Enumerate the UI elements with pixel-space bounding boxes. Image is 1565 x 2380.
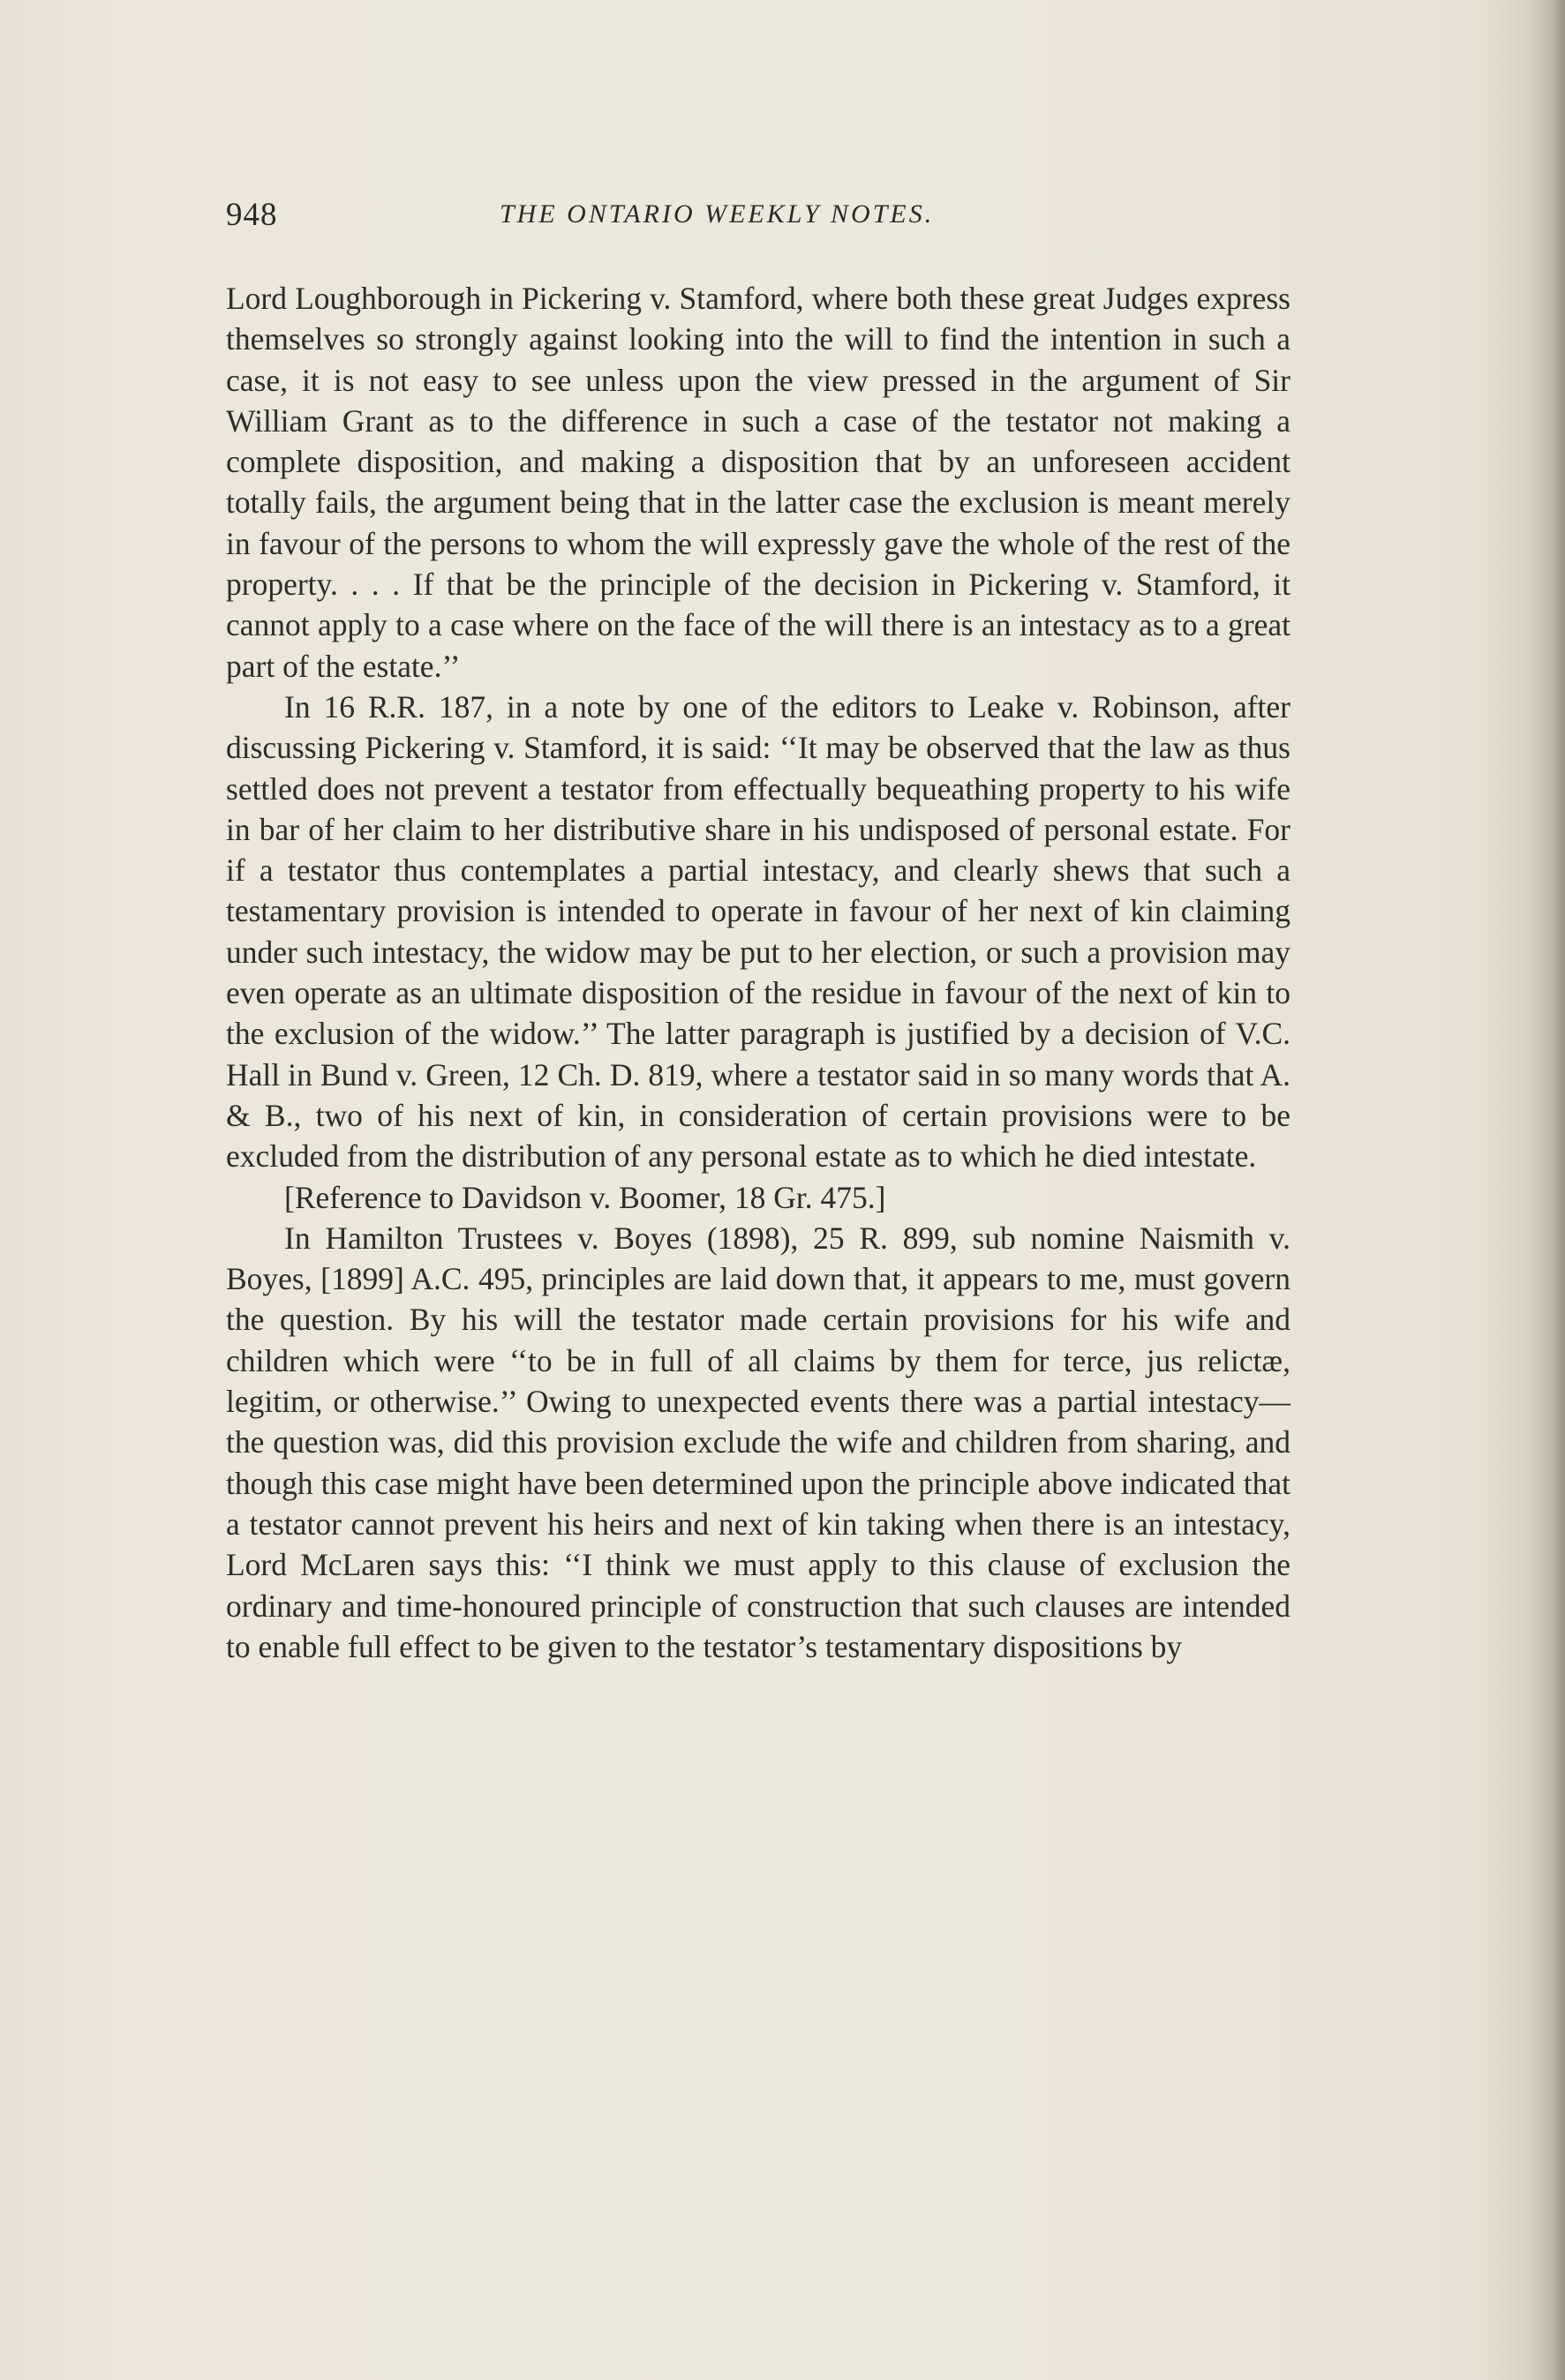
paragraph-note-16-rr: In 16 R.R. 187, in a note by one of the editors to Leake v. Robinson, after discussing Pickering v. Stamford, it is said: ‘‘It may be observed that the law as thus settled does not prevent a testator from effectually bequeathing property to his wife in bar of her claim to her distributive share in his undisposed of personal estate. For if a testator thus contemplates a partial intestacy, and clearly shews that such a testamentary provision is intended to operate in favour of her next of kin claiming under such intestacy, the widow may be put to her election, or such a provision may even operate as an ultimate disposition of the residue in favour of the next of kin to the exclusion of the widow.’’ The latter paragraph is justified by a decision of V.C. Hall in Bund v. Green, 12 Ch. D. 819, where a testator said in so many words that A. & B., two of his next of kin, in consideration of certain provisions were to be excluded from the distribution of any personal estate as to which he died intestate. [226, 688, 1290, 1175]
page-edge-shadow [1530, 0, 1565, 2380]
page-number: 948 [226, 197, 278, 233]
paragraph-continuation: Lord Loughborough in Pickering v. Stamford, where both these great Judges express themselves so strongly against looking into the will to find the intention in such a case, it is not easy to see unless upon the view pressed in the argument of Sir William Grant as to the difference in such a case of the testator not making a complete disposition, and making a disposition that by an unforeseen accident totally fails, the argument being that in the latter case the exclusion is meant merely in favour of the persons to whom the will expressly gave the whole of the rest of the property. . . . If that be the principle of the decision in Pickering v. Stamford, it cannot apply to a case where on the face of the will there is an intestacy as to a great part of the estate.’’ [226, 281, 1290, 684]
body-text [226, 278, 1290, 1667]
page-header [226, 196, 1298, 249]
running-title: THE ONTARIO WEEKLY NOTES. [500, 199, 935, 229]
paragraph-reference: [Reference to Davidson v. Boomer, 18 Gr. 475.] [284, 1179, 886, 1215]
paragraph-hamilton-trustees: In Hamilton Trustees v. Boyes (1898), 25 R. 899, sub nomine Naismith v. Boyes, [1899] A.C. 495, principles are laid down that, it appears to me, must govern the question. By his will the testator made certain provisions for his wife and children which were ‘‘to be in full of all claims by them for terce, jus relictæ, legitim, or otherwise.’’ Owing to unexpected events there was a partial intestacy—the question was, did this provision exclude the wife and children from sharing, and though this case might have been determined upon the principle above indicated that a testator cannot prevent his heirs and next of kin taking when there is an intestacy, Lord McLaren says this: ‘‘I think we must apply to this clause of exclusion the ordinary and time-honoured principle of construction that such clauses are intended to enable full effect to be given to the testator’s testamentary dispositions by [226, 1220, 1290, 1664]
